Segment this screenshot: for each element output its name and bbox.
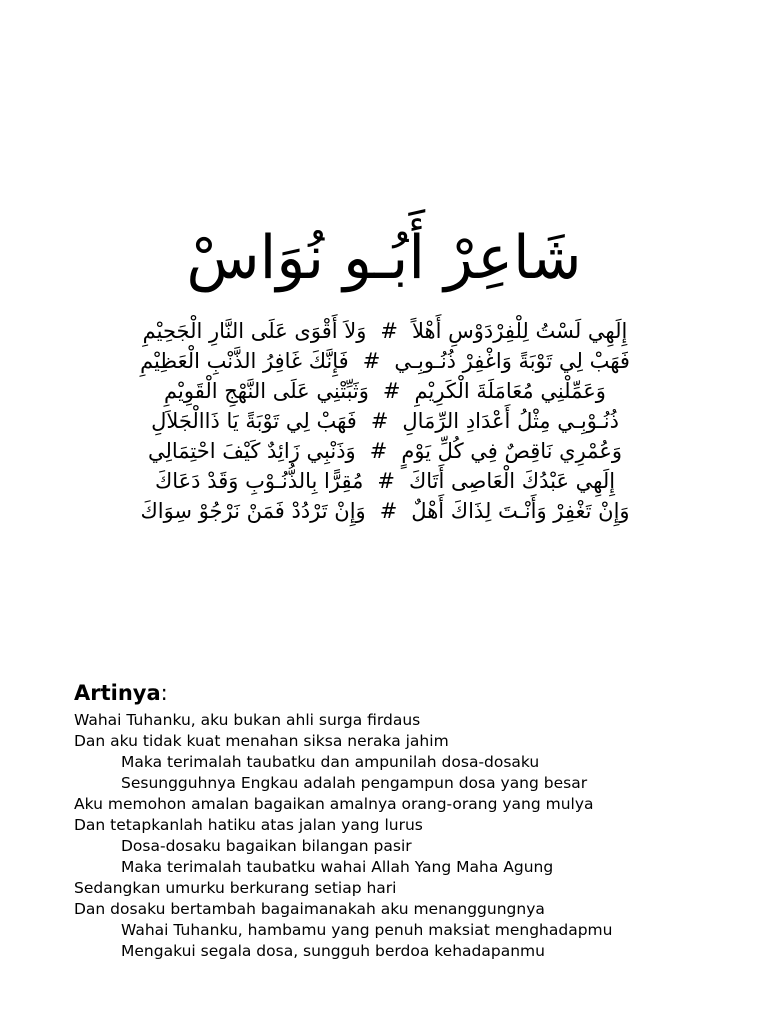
translation-line: Dan aku tidak kuat menahan siksa neraka jahim xyxy=(74,732,449,750)
poem-line xyxy=(74,436,696,466)
verse-second-half: وَثَبِّتْنِي عَلَى النَّهْجِ الْقَوِيْمِ xyxy=(164,379,369,403)
verse-second-half: وَلاَ أَقْوَى عَلَى النَّارِ الْجَحِيْمِ xyxy=(142,319,367,343)
verse-first-half: ذُنُـوْبِـي مِثْلُ أَعْدَادِ الرِّمَالِ xyxy=(402,409,619,433)
translation-line: Sesungguhnya Engkau adalah pengampun dosa yang besar xyxy=(121,774,588,792)
verse-first-half: وَعَمِّلْنِي مُعَامَلَةَ الْكَرِيْمِ xyxy=(414,379,606,403)
translation-line: Dan dosaku bertambah bagaimanakah aku menanggungnya xyxy=(74,900,545,918)
translation-line: Maka terimalah taubatku dan ampunilah dosa-dosaku xyxy=(121,753,540,771)
translation-line: Aku memohon amalan bagaikan amalnya orang-orang yang mulya xyxy=(74,795,594,813)
verse-separator: # xyxy=(379,499,398,523)
translation-heading xyxy=(74,678,694,708)
verse-second-half: وَذَنْبِي زَائِدٌ كَيْفَ احْتِمَالِي xyxy=(147,439,356,463)
translation-line: Dan tetapkanlah hatiku atas jalan yang lurus xyxy=(74,816,423,834)
translation-line: Wahai Tuhanku, aku bukan ahli surga firdaus xyxy=(74,711,421,729)
heading-colon: : xyxy=(160,681,168,705)
verse-second-half: فَهَبْ لِي تَوْبَةً يَا ذَاالْجَلاَلِ xyxy=(151,409,357,433)
translation-line: Wahai Tuhanku, hambamu yang penuh maksiat menghadapmu xyxy=(121,921,613,939)
heading-text: Artinya xyxy=(74,681,161,705)
verse-second-half: فَإِنَّكَ غَافِرُ الذَّنْبِ الْعَظِيْمِ xyxy=(140,349,349,373)
verse-separator: # xyxy=(369,439,388,463)
translation-section xyxy=(74,678,694,962)
poem-line xyxy=(74,376,696,406)
translation-line: Sedangkan umurku berkurang setiap hari xyxy=(74,879,397,897)
poem-line xyxy=(74,316,696,346)
verse-first-half: وَإِنْ تَغْفِرْ وَأَنْـتَ لِذَاكَ أَهْلٌ xyxy=(411,499,630,523)
poem-line xyxy=(74,406,696,436)
translation-line: Mengakui segala dosa, sungguh berdoa kehadapanmu xyxy=(121,942,545,960)
poem-line xyxy=(74,496,696,526)
verse-first-half: فَهَبْ لِي تَوْبَةً وَاغْفِرْ ذُنُـوبِـي xyxy=(394,349,630,373)
verse-separator: # xyxy=(382,379,401,403)
poem-line xyxy=(74,346,696,376)
translation-line: Dosa-dosaku bagaikan bilangan pasir xyxy=(121,837,412,855)
verse-separator: # xyxy=(362,349,381,373)
translation-line: Maka terimalah taubatku wahai Allah Yang Maha Agung xyxy=(121,858,554,876)
verse-separator: # xyxy=(380,319,398,343)
verse-first-half: إِلَهِي عَبْدُكَ الْعَاصِى أَتَاكَ xyxy=(408,469,616,493)
poem-line xyxy=(74,466,696,496)
verse-second-half: وَإِنْ تَرْدُدْ فَمَنْ نَرْجُوْ سِوَاكَ xyxy=(140,499,366,523)
verse-separator: # xyxy=(377,469,395,493)
verse-separator: # xyxy=(370,409,389,433)
arabic-poem xyxy=(74,316,696,526)
poem-title: شَاعِرْ أَبُـو نُوَاسْ xyxy=(186,223,582,293)
verse-first-half: وَعُمْرِي نَاقِصٌ فِي كُلِّ يَوْمٍ xyxy=(401,439,622,463)
verse-first-half: إِلَهِي لَسْتُ لِلْفِرْدَوْسِ أَهْلاً xyxy=(412,319,628,343)
verse-second-half: مُقِرًّا بِالذُّنُـوْبِ وَقَدْ دَعَاكَ xyxy=(154,469,364,493)
